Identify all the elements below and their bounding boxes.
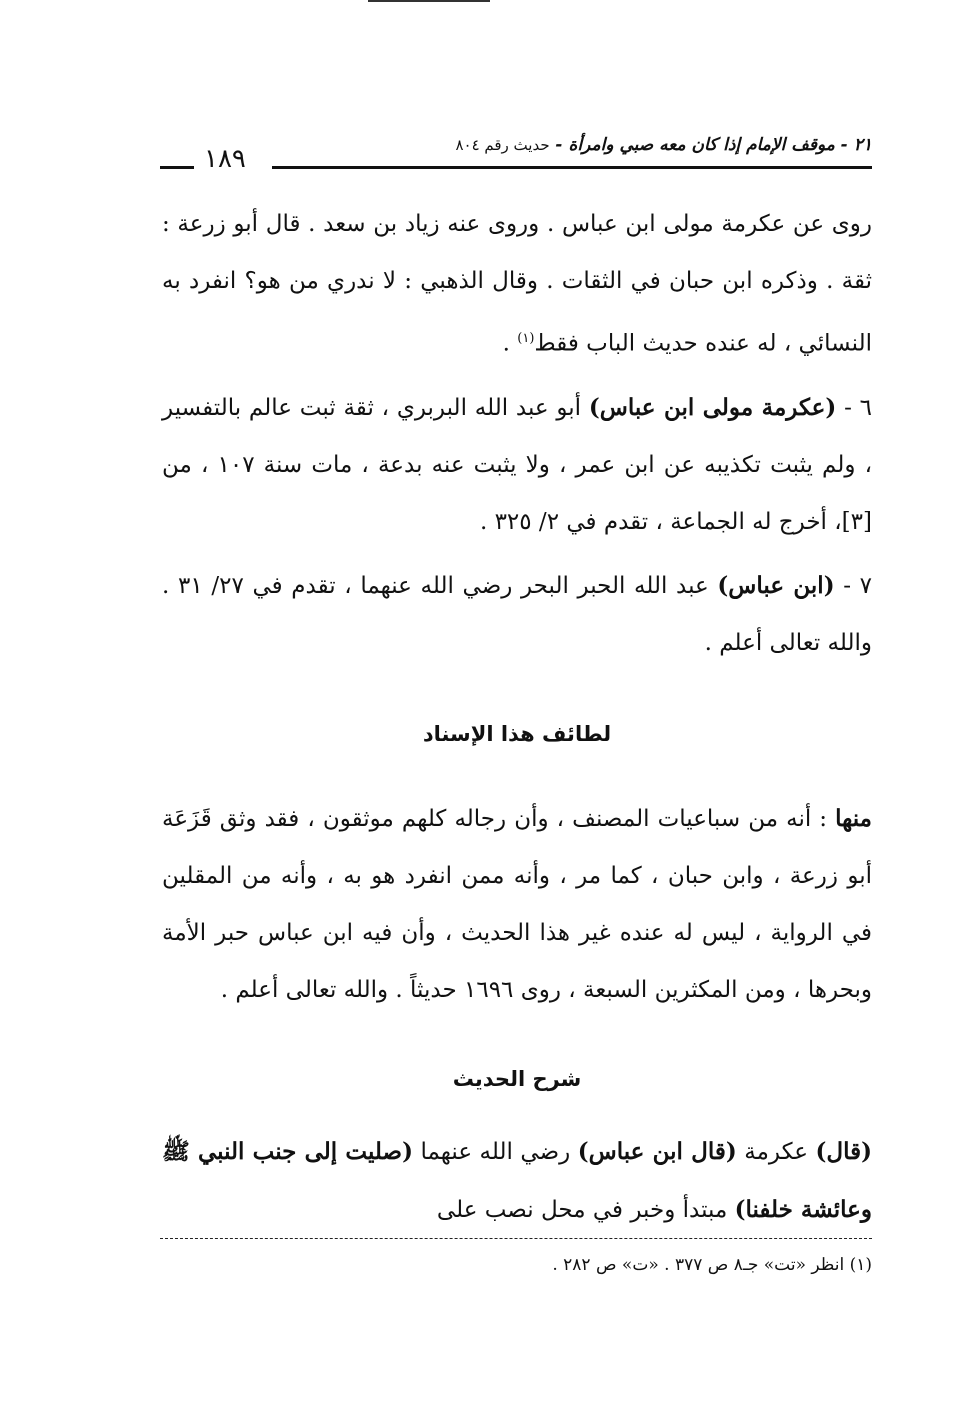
paragraph-text: عكرمة (736, 1138, 816, 1165)
section-heading-sharh: شرح الحديث (452, 1066, 582, 1091)
paragraph-end: . (502, 330, 518, 357)
paragraph-text: مبتدأ وخبر في محل نصب على (436, 1196, 735, 1223)
paragraph-text: رضي الله عنهما (412, 1138, 578, 1165)
quoted-text: (قال ابن عباس) (577, 1137, 737, 1165)
paragraph-sharh (162, 1123, 872, 1239)
item-number: ٧ - (834, 572, 873, 599)
paragraph-narrator-6 (162, 379, 872, 551)
lead-word: منها (835, 804, 872, 832)
paragraph-text: : أنه من سباعيات المصنف ، وأن رجاله كلهم موثقون ، فقد وثق قَزَعَة أبو زرعة ، وابن حبان ، كما مر ، وأنه ممن انفرد هو به ، وأنه من المقلين في الرواية ، ليس له عنده غير هذا الحديث ، وأن فيه ابن عباس حبر الأمة وبحرها ، ومن المكثرين السبعة ، روى ١٦٩٦ حديثاً . والله تعالى أعلم . (162, 805, 872, 1003)
footnote-1: (١) انظر «تت» جـ٨ ص ٣٧٧ . «ت» ص ٢٨٢ . (552, 1255, 872, 1275)
header-rule (272, 166, 872, 169)
footnote-reference[interactable]: (١) (517, 331, 535, 346)
hadith-number: حديث رقم ٨٠٤ (455, 136, 550, 154)
page-number: ١٨٩ (204, 144, 246, 174)
section-heading-isnad: لطائف هذا الإسناد (422, 721, 612, 746)
footnote-separator (160, 1238, 872, 1240)
paragraph-text: عبد الله الحبر البحر رضي الله عنهما ، تقدم في ٢٧/ ٣١ . والله تعالى أعلم . (162, 572, 872, 656)
page-number-dash (160, 166, 194, 169)
paragraph-isnad-notes (162, 790, 872, 1019)
paragraph-narrator-7 (162, 557, 872, 672)
quoted-text: (صليت إلى جنب النبي ﷺ وعائشة خلفنا) (162, 1137, 872, 1223)
paragraph-text: روى عن عكرمة مولى ابن عباس . وروى عنه زياد بن سعد . قال أبو زرعة : ثقة . وذكره ابن حبان في الثقات . وقال الذهبي : لا ندري من هو؟ انفرد به النسائي ، له عنده حديث الباب فقط (162, 211, 872, 357)
narrator-name: (عكرمة مولى ابن عباس) (588, 393, 837, 421)
paragraph-text: أبو عبد الله البربري ، ثقة ثبت عالم بالتفسير ، ولم يثبت تكذيبه عن ابن عمر ، ولا يثبت عنه بدعة ، مات سنة ١٠٧ ، من [٣]، أخرج له الجماعة ، تقدم في ٢/ ٣٢٥ . (162, 394, 873, 535)
narrator-name: (ابن عباس) (717, 571, 835, 599)
top-edge-line (368, 0, 490, 2)
item-number: ٦ - (836, 394, 872, 421)
main-text (162, 196, 872, 1239)
running-title (455, 132, 872, 158)
chapter-title: ٢١ - موقف الإمام إذا كان معه صبي وامرأة - (555, 135, 872, 155)
page-header (160, 132, 872, 172)
paragraph-narrator-5 (162, 196, 872, 373)
quoted-text: (قال) (815, 1137, 873, 1165)
